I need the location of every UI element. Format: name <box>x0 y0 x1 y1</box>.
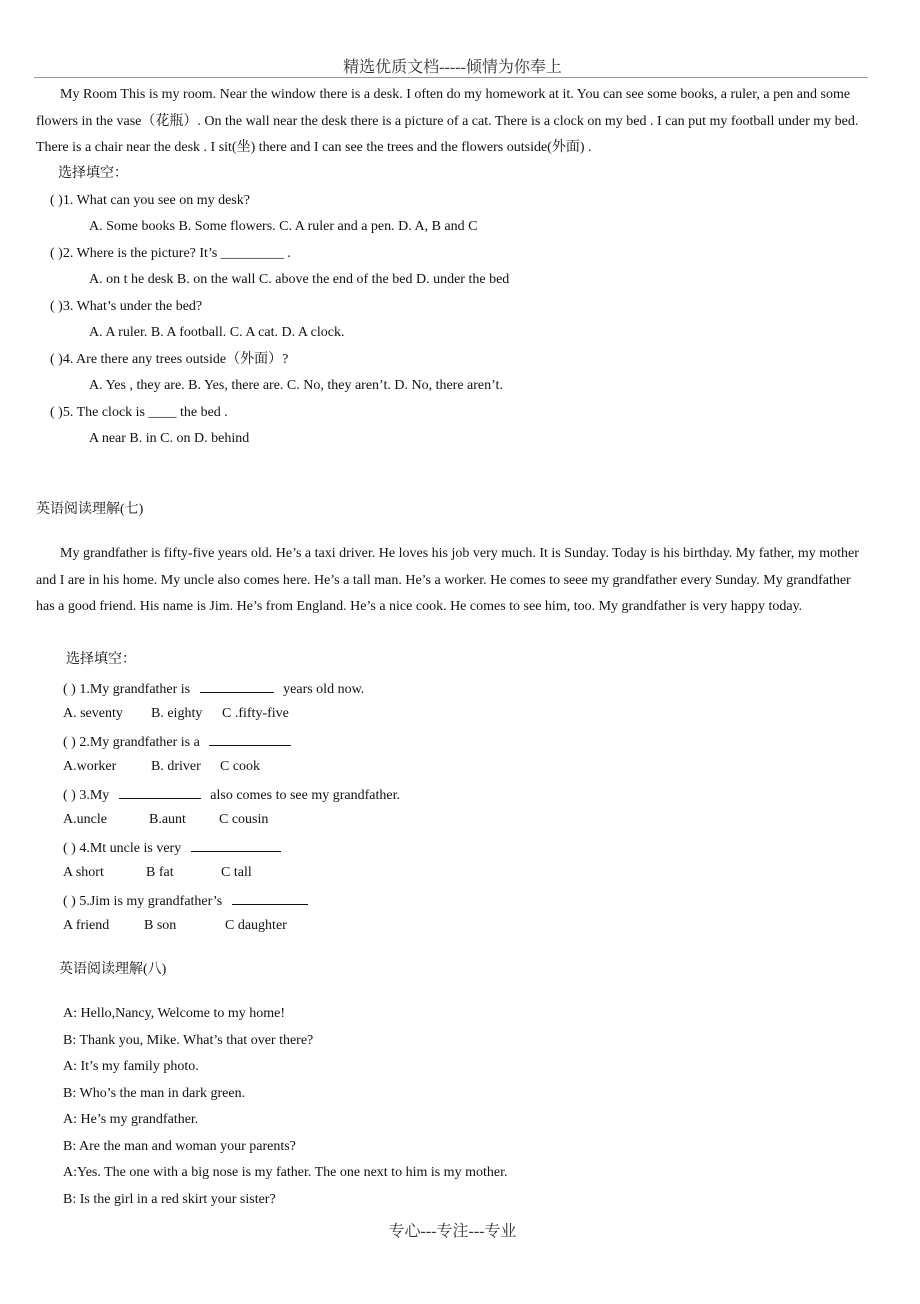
dialogue-line: A: Hello,Nancy, Welcome to my home! <box>63 1006 286 1021</box>
option-b: B.aunt <box>149 812 186 827</box>
question-text: 3.My <box>79 788 110 803</box>
question-1-prompt: ( )1. What can you see on my desk? <box>50 193 250 208</box>
question-text: 4.Mt uncle is very <box>79 841 182 856</box>
question-1-options <box>63 705 289 723</box>
option-a: A.uncle <box>63 812 107 827</box>
question-5-options <box>63 917 287 935</box>
question-5-options: A near B. in C. on D. behind <box>89 431 250 446</box>
answer-blank <box>119 784 201 799</box>
passage-grandfather: My grandfather is fifty-five years old. He’s a taxi driver. He loves his job very much. It is Sunday. Today is his birthday. My father, my mother and I are in his home. My uncle also comes here. He’s a tall man. He’s a worker. He comes to seee my grandfather every Sunday. My grandfather has a good friend. His name is Jim. He’s from England. He’s a nice cook. He comes to see him, too. My grandfather is very happy today. <box>36 546 859 614</box>
option-c: C .fifty-five <box>222 706 289 721</box>
dialogue-line: B: Thank you, Mike. What’s that over there? <box>63 1033 314 1048</box>
question-4-prompt: ( )4. Are there any trees outside（外面）? <box>50 352 289 367</box>
page-footer-text: 专心---专注---专业 <box>388 1223 517 1240</box>
answer-paren: ( ) <box>63 682 76 697</box>
question-2-options <box>63 758 260 776</box>
question-5-prompt <box>63 890 308 911</box>
answer-blank <box>191 837 281 852</box>
dialogue-line: B: Is the girl in a red skirt your sister? <box>63 1192 276 1207</box>
answer-blank <box>209 731 291 746</box>
page-header-title: 精选优质文档-----倾情为你奉上 <box>343 59 562 76</box>
question-2-prompt <box>63 731 291 752</box>
instruction-label: 选择填空： <box>58 166 128 181</box>
dialogue-line: B: Who’s the man in dark green. <box>63 1086 246 1101</box>
option-c: C daughter <box>225 918 287 933</box>
option-b: B. driver <box>151 759 201 774</box>
question-3-options: A. A ruler. B. A football. C. A cat. D. A clock. <box>89 325 345 340</box>
header-divider <box>34 77 868 78</box>
section-title-7: 英语阅读理解(七) <box>36 502 144 517</box>
dialogue-line: A: It’s my family photo. <box>63 1059 199 1074</box>
dialogue-line: A: He’s my grandfather. <box>63 1112 199 1127</box>
option-c: C cousin <box>219 812 269 827</box>
question-4-prompt <box>63 837 281 858</box>
answer-blank <box>232 890 308 905</box>
dialogue-line: A:Yes. The one with a big nose is my father. The one next to him is my mother. <box>63 1165 508 1180</box>
option-a: A. seventy <box>63 706 123 721</box>
question-2-options: A. on t he desk B. on the wall C. above the end of the bed D. under the bed <box>89 272 510 287</box>
dialogue-line: B: Are the man and woman your parents? <box>63 1139 296 1154</box>
question-1-prompt <box>63 678 364 699</box>
question-text: 1.My grandfather is <box>79 682 191 697</box>
option-b: B son <box>144 918 177 933</box>
answer-paren: ( ) <box>63 788 76 803</box>
option-c: C cook <box>220 759 261 774</box>
option-a: A.worker <box>63 759 117 774</box>
answer-paren: ( ) <box>63 841 76 856</box>
option-a: A friend <box>63 918 110 933</box>
question-4-options <box>63 864 252 882</box>
option-c: C tall <box>221 865 252 880</box>
option-a: A short <box>63 865 104 880</box>
question-2-prompt: ( )2. Where is the picture? It’s _________ . <box>50 246 291 261</box>
question-1-options: A. Some books B. Some flowers. C. A ruler and a pen. D. A, B and C <box>89 219 478 234</box>
answer-blank <box>200 678 274 693</box>
question-text: 5.Jim is my grandfather’s <box>79 894 223 909</box>
section-title-8: 英语阅读理解(八) <box>59 962 167 977</box>
instruction-label: 选择填空： <box>66 652 136 667</box>
question-3-prompt: ( )3. What’s under the bed? <box>50 299 203 314</box>
question-text-after: also comes to see my grandfather. <box>210 788 400 803</box>
question-5-prompt: ( )5. The clock is ____ the bed . <box>50 405 228 420</box>
question-text: 2.My grandfather is a <box>79 735 200 750</box>
answer-paren: ( ) <box>63 735 76 750</box>
passage-my-room: My Room This is my room. Near the window there is a desk. I often do my homework at it. You can see some books, a ruler, a pen and some flowers in the vase（花瓶）. On the wall near the desk there is a picture of a cat. There is a clock on my bed . I can put my football under my bed. There is a chair near the desk . I sit(坐) there and I can see the trees and the flowers outside(外面) . <box>36 87 859 155</box>
answer-paren: ( ) <box>63 894 76 909</box>
question-4-options: A. Yes , they are. B. Yes, there are. C. No, they aren’t. D. No, there aren’t. <box>89 378 503 393</box>
question-3-prompt <box>63 784 400 805</box>
option-b: B. eighty <box>151 706 203 721</box>
question-3-options <box>63 811 268 829</box>
option-b: B fat <box>146 865 174 880</box>
question-text-after: years old now. <box>283 682 365 697</box>
